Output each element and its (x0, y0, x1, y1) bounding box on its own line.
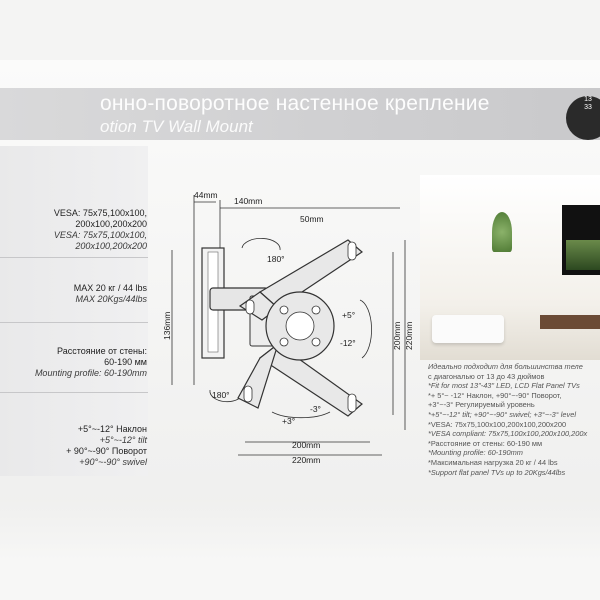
tv-screen-image (566, 240, 600, 270)
feature-note: *+ 5°~ -12° Наклон, +90°~-90° Поворот, (428, 390, 562, 400)
spec-dist-ru-1: Расстояние от стены: (56, 346, 147, 356)
feature-note: *+5°~-12° tilt; +90°~-90° swivel; +3°~-3° level (428, 409, 576, 419)
spec-swivel-ru: + 90°~-90° Поворот (66, 446, 147, 456)
slot-hole (348, 242, 356, 260)
lower-surface (0, 500, 600, 600)
spec-vesa-ru-2: 200x100,200x200 (75, 219, 147, 229)
title-russian: онно-поворотное настенное крепление (100, 92, 490, 115)
slot-hole (348, 394, 356, 412)
level-plus: +3° (282, 416, 296, 426)
feature-note: *VESA: 75x75,100x100,200x100,200x200 (428, 419, 567, 429)
spec-dist-ru-2: 60-190 мм (104, 357, 147, 367)
spec-vesa-en-2: 200x100,200x200 (75, 241, 147, 251)
dim-44: 44mm (194, 190, 218, 200)
feature-notes (428, 362, 600, 477)
spec-vesa-en-1: VESA: 75x75,100x100, (53, 230, 147, 240)
spec-tilt-ru: +5°~-12° Наклон (77, 424, 147, 434)
rotation-180-bottom: 180° (212, 390, 230, 400)
level-arc (272, 412, 330, 418)
badge-top: 13 (584, 96, 592, 103)
bolt-hole (312, 306, 320, 314)
dim-200-vertical: 200mm (392, 321, 402, 350)
slot-hole (244, 386, 252, 402)
bolt-hole (312, 338, 320, 346)
feature-note: *Support flat panel TVs up to 20Kgs/44lbs (428, 467, 566, 477)
feature-note: Идеально подходит для большинства теле (428, 362, 583, 371)
spec-dist-en: Mounting profile: 60-190mm (34, 368, 147, 378)
dim-200-horizontal: 200mm (292, 440, 321, 450)
spec-separator (0, 392, 148, 393)
feature-note: *VESA compliant: 75x75,100x100,200x100,200x (428, 429, 588, 439)
feature-note: +3°~-3° Регулируемый уровень (428, 400, 535, 410)
center-hole (286, 312, 314, 340)
spec-tilt-en: +5°~-12° tilt (99, 435, 147, 445)
mount-diagram (150, 180, 420, 480)
dim-220-vertical: 220mm (404, 321, 414, 350)
tilt-plus: +5° (342, 310, 356, 320)
dim-50: 50mm (300, 214, 324, 224)
feature-note: *Fit for most 13"-43" LED, LCD Flat Panel TVs (428, 381, 580, 391)
spec-swivel-en: +90°~-90° swivel (79, 457, 147, 467)
spec-load-ru: MAX 20 кг / 44 lbs (73, 283, 147, 293)
bolt-hole (280, 338, 288, 346)
tilt-minus: -12° (340, 338, 356, 348)
slot-hole (246, 300, 254, 314)
spec-separator (0, 257, 148, 258)
badge-bottom: 33 (584, 104, 592, 111)
spec-distance (0, 346, 147, 379)
spec-load-en: MAX 20Kgs/44lbs (75, 294, 147, 304)
dim-140: 140mm (234, 196, 263, 206)
spec-motion (0, 424, 147, 468)
plant-image (492, 212, 512, 252)
dim-136: 136mm (162, 311, 172, 340)
title-english: otion TV Wall Mount (100, 117, 253, 136)
rotation-180-top: 180° (267, 254, 285, 264)
spec-vesa (0, 208, 147, 252)
cabinet-image (540, 315, 600, 329)
level-minus: -3° (310, 404, 321, 414)
rotation-arc (242, 238, 280, 250)
feature-note: *Максимальная нагрузка 20 кг / 44 lbs (428, 457, 558, 467)
feature-note: с диагональю от 13 до 43 дюймов (428, 371, 545, 381)
sofa-image (432, 315, 504, 343)
spec-separator (0, 322, 148, 323)
spec-vesa-ru-1: VESA: 75x75,100x100, (53, 208, 147, 218)
feature-note: *Mounting profile: 60-190mm (428, 448, 523, 458)
tilt-arc (360, 300, 372, 358)
spec-load (0, 283, 147, 305)
dim-220-horizontal: 220mm (292, 455, 321, 465)
feature-note: *Расстояние от стены: 60-190 мм (428, 438, 543, 448)
bolt-hole (280, 306, 288, 314)
